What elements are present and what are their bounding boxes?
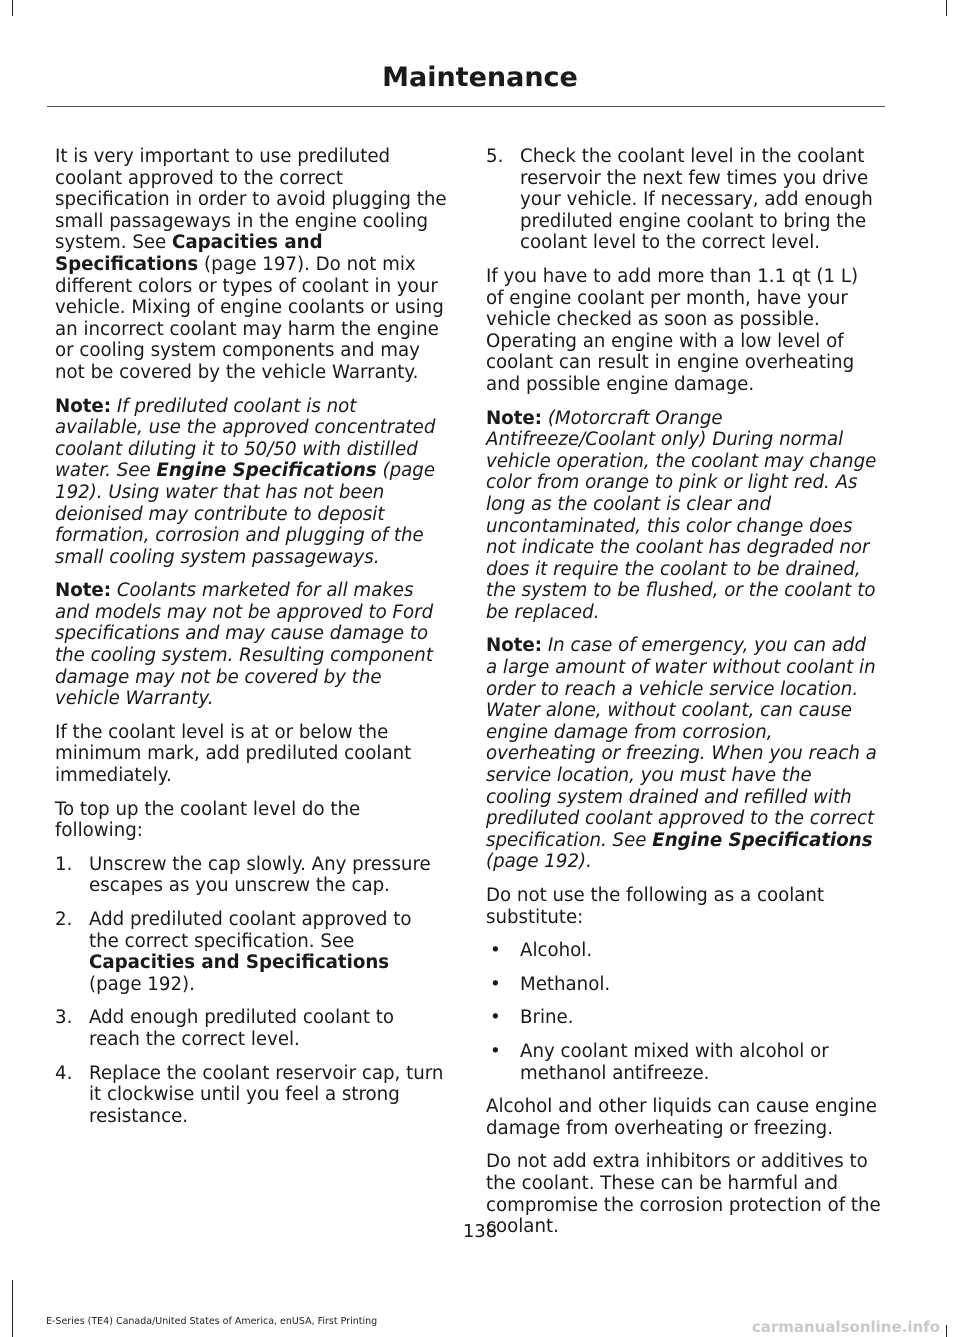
link-engine-specifications[interactable]: Engine Specifications <box>652 829 873 851</box>
note-label: Note: <box>486 407 543 429</box>
note-label: Note: <box>55 580 112 602</box>
watermark: carmanualsonline.info <box>751 1318 940 1336</box>
crop-mark-bottom-right <box>946 1325 947 1337</box>
list-item: 3. Add enough prediluted coolant to reach the correct level. <box>55 1007 395 1050</box>
paragraph-coolant-intro: It is very important to use prediluted coolant approved to the correct specification in order to avoid plugging the small passageways in the engine cooling system. See Capacities and Specifications (page 197). Do not mix different colors or types of coolant in your vehicle. Mixing of engine coolants or using an incorrect coolant may harm the engine or cooling system components and may not be covered by the vehicle Warranty. <box>55 146 447 383</box>
note-label: Note: <box>486 635 543 657</box>
note-motorcraft-orange: Note: (Motorcraft Orange Antifreeze/Coolant only) During normal vehicle operation, the coolant may change color from orange to pink or light red. As long as the coolant is clear and uncontaminated, this color change does not indicate the coolant has degraded nor does it require the coolant to be drained, the system to be flushed, or the coolant to be replaced. <box>486 407 877 623</box>
section-title: Maintenance <box>382 62 578 93</box>
note-emergency-water: Note: In case of emergency, you can add a large amount of water without coolant in order to reach a vehicle service location. Water alone, without coolant, can cause engine damage from corrosion, overheating or freezing. When you reach a service location, you must have the cooling system drained and refilled with prediluted coolant approved to the correct specification. See Engine Specifications (page 192). <box>486 635 877 873</box>
list-item: • Any coolant mixed with alcohol or methanol antifreeze. <box>486 1041 881 1084</box>
crop-mark-top-right <box>946 0 947 16</box>
paragraph-substitute: Do not use the following as a coolant substitute: <box>486 885 825 928</box>
note-prediluted: Note: If prediluted coolant is not available, use the approved concentrated coolant diluting it to 50/50 with distilled water. See Engine Specifications (page 192). Using water that has not been deionised may contribute to deposit formation, corrosion and plugging of the small cooling system passageways. <box>55 395 436 568</box>
link-capacities-specifications[interactable]: Capacities and Specifications <box>55 232 323 275</box>
list-item: 4. Replace the coolant reservoir cap, turn it clockwise until you feel a strong resistance. <box>55 1062 444 1127</box>
paragraph-no-additives: Do not add extra inhibitors or additives to the coolant. These can be harmful and compromise the corrosion protection of the coolant. <box>486 1151 881 1238</box>
edition-footer: E-Series (TE4) Canada/United States of America, enUSA, First Printing <box>46 1316 378 1327</box>
list-item: • Methanol. <box>486 974 881 996</box>
list-item: • Alcohol. <box>486 940 881 962</box>
link-capacities-specifications[interactable]: Capacities and Specifications <box>89 952 390 974</box>
right-column <box>486 146 881 1250</box>
header-rule <box>47 106 885 107</box>
list-item: 1. Unscrew the cap slowly. Any pressure escapes as you unscrew the cap. <box>55 853 431 897</box>
list-item: • Brine. <box>486 1007 881 1029</box>
bullet-icon: • <box>490 1007 501 1029</box>
crop-mark-bottom-left <box>12 1280 13 1337</box>
paragraph-alcohol-liquids: Alcohol and other liquids can cause engine damage from overheating or freezing. <box>486 1096 877 1139</box>
note-label: Note: <box>55 395 112 417</box>
link-engine-specifications[interactable]: Engine Specifications <box>156 460 377 482</box>
page-header <box>0 62 960 93</box>
paragraph-top-up: To top up the coolant level do the following: <box>55 798 361 842</box>
crop-mark-top-left <box>12 0 13 16</box>
page-number: 138 <box>462 1221 498 1242</box>
list-item: 5. Check the coolant level in the coolant reservoir the next few times you drive your vehicle. If necessary, add enough prediluted engine coolant to bring the coolant level to the correct level. <box>486 146 873 254</box>
bullet-icon: • <box>490 1040 501 1062</box>
bullet-icon: • <box>490 940 501 962</box>
paragraph-add-more-coolant: If you have to add more than 1.1 qt (1 L) of engine coolant per month, have your vehicle checked as soon as possible. Operating an engine with a low level of coolant can result in engine overheating and possible engine damage. <box>486 265 859 395</box>
bullet-icon: • <box>490 973 501 995</box>
left-column <box>55 146 447 1139</box>
note-coolants-marketed: Note: Coolants marketed for all makes and models may not be approved to Ford specifications and may cause damage to the cooling system. Resulting component damage may not be covered by the vehicle Warranty. <box>55 580 434 710</box>
paragraph-minimum-mark: If the coolant level is at or below the minimum mark, add prediluted coolant immediately. <box>55 721 412 787</box>
list-item: 2. Add prediluted coolant approved to the correct specification. See Capacities and Specifications (page 192). <box>55 909 412 995</box>
